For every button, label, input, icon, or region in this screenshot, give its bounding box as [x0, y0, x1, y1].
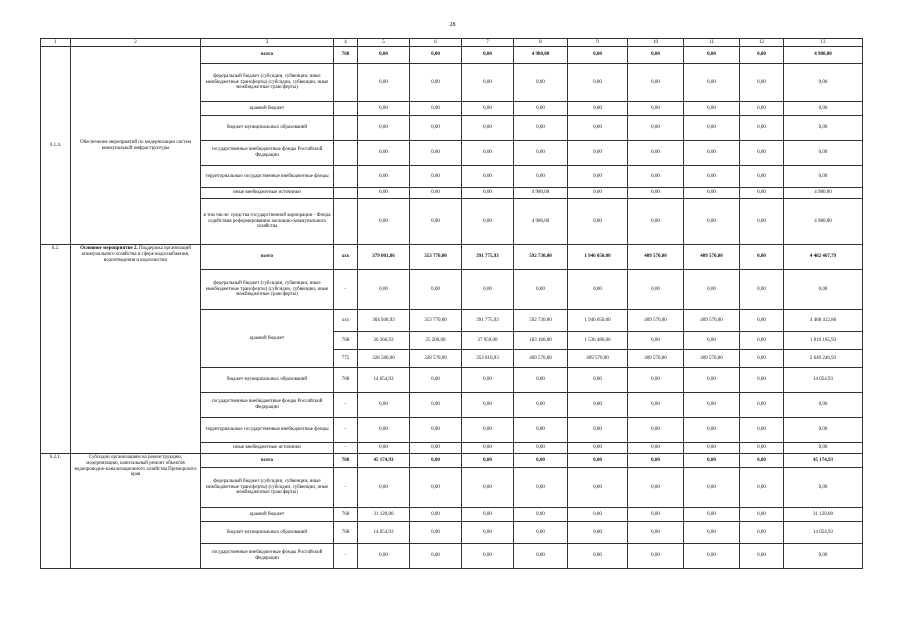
year-value: 0,00 [740, 310, 784, 332]
column-number: 11 [684, 39, 740, 47]
year-value: 0,00 [358, 64, 410, 102]
item-number: 6.2.1. [41, 454, 71, 569]
year-value: 0,00 [740, 454, 784, 468]
source-label: федеральный бюджет (субсидии, субвенции, иные межбюджетные трансферты) (субсидии, субвенции, иные межбюджетные трансферты) [201, 64, 334, 102]
year-value: 0,00 [568, 47, 628, 64]
total-value: 0,00 [784, 166, 863, 188]
year-value: 4 980,00 [514, 199, 568, 245]
year-value: 409 570,00 [628, 245, 684, 270]
year-value: 391 775,93 [462, 245, 514, 270]
year-value: 0,00 [568, 443, 628, 454]
year-value: 0,00 [740, 188, 784, 199]
year-value: 409 570,00 [684, 245, 740, 270]
grbs-code: - [334, 270, 358, 310]
year-value: 4 980,00 [514, 188, 568, 199]
year-value: 0,00 [684, 443, 740, 454]
total-value: 0,00 [784, 116, 863, 141]
year-value: 409 570,00 [684, 310, 740, 332]
grbs-code: 768 [334, 368, 358, 393]
year-value: 0,00 [358, 418, 410, 443]
total-value: 4 980,00 [784, 47, 863, 64]
year-value: 0,00 [462, 368, 514, 393]
source-label: всего [201, 47, 334, 64]
year-value: 0,00 [628, 468, 684, 508]
year-value: 0,00 [628, 102, 684, 116]
year-value: 0,00 [684, 522, 740, 544]
year-value: 0,00 [740, 418, 784, 443]
year-value: 4 980,00 [514, 47, 568, 64]
year-value: 0,00 [568, 418, 628, 443]
year-value: 0,00 [358, 443, 410, 454]
total-value: 2 649 246,93 [784, 350, 863, 368]
year-value: 0,00 [568, 508, 628, 522]
year-value: 353 770,00 [410, 310, 462, 332]
year-value: 0,00 [568, 393, 628, 418]
grbs-code: - [334, 393, 358, 418]
year-value: 0,00 [684, 102, 740, 116]
grbs-code [334, 188, 358, 199]
year-value: 328 580,00 [358, 350, 410, 368]
year-value: 0,00 [568, 454, 628, 468]
column-number: 13 [784, 39, 863, 47]
year-value: 0,00 [410, 418, 462, 443]
total-value: 14 054,93 [784, 522, 863, 544]
column-number: 9 [568, 39, 628, 47]
year-value: 0,00 [740, 141, 784, 166]
year-value: 592 730,00 [514, 245, 568, 270]
year-value: 0,00 [628, 199, 684, 245]
source-label: территориальные государственные внебюджетные фонды [201, 418, 334, 443]
year-value: 0,00 [462, 522, 514, 544]
page-number: 28 [449, 22, 456, 28]
year-value: 0,00 [514, 166, 568, 188]
year-value: 353 816,93 [462, 350, 514, 368]
year-value: 0,00 [462, 468, 514, 508]
year-value: 0,00 [514, 102, 568, 116]
source-label: государственные внебюджетные фонды Российской Федерации [201, 544, 334, 569]
year-value: 0,00 [740, 102, 784, 116]
grbs-code [334, 64, 358, 102]
year-value: 0,00 [568, 102, 628, 116]
year-value: 0,00 [568, 522, 628, 544]
source-label: в том числе: средства государственной корпорации - Фонда содействия реформированию жилищно-коммунального хозяйства [201, 199, 334, 245]
year-value: 0,00 [462, 141, 514, 166]
column-number: 5 [358, 39, 410, 47]
year-value: 0,00 [740, 199, 784, 245]
year-value: 0,00 [514, 443, 568, 454]
grbs-code: - [334, 418, 358, 443]
year-value: 0,00 [462, 199, 514, 245]
year-value: 0,00 [568, 270, 628, 310]
year-value: 0,00 [684, 332, 740, 350]
source-label: федеральный бюджет (субсидии, субвенции, иные межбюджетные трансферты) (субсидии, субвенции, иные межбюджетные трансферты) [201, 270, 334, 310]
column-number: 4 [334, 39, 358, 47]
source-label: бюджет муниципальных образований [201, 116, 334, 141]
year-value: 0,00 [410, 270, 462, 310]
source-label: государственные внебюджетные фонды Российской Федерации [201, 141, 334, 166]
total-value: 0,00 [784, 141, 863, 166]
year-value: 0,00 [514, 522, 568, 544]
year-value: 37 959,00 [462, 332, 514, 350]
year-value: 0,00 [628, 522, 684, 544]
year-value: 0,00 [568, 368, 628, 393]
year-value: 0,00 [462, 544, 514, 569]
year-value: 0,00 [684, 270, 740, 310]
source-label: краевой бюджет [201, 310, 334, 368]
year-value: 0,00 [410, 141, 462, 166]
year-value: 0,00 [410, 393, 462, 418]
year-value: 1 946 050,00 [568, 245, 628, 270]
year-value: 0,00 [410, 454, 462, 468]
year-value: 0,00 [568, 166, 628, 188]
grbs-code [334, 102, 358, 116]
grbs-code: 768 [334, 47, 358, 64]
column-number: 8 [514, 39, 568, 47]
year-value: 0,00 [568, 468, 628, 508]
year-value: 0,00 [684, 368, 740, 393]
year-value: 0,00 [514, 270, 568, 310]
year-value: 0,00 [740, 368, 784, 393]
year-value: 25 200,00 [410, 332, 462, 350]
year-value: 0,00 [740, 47, 784, 64]
year-value: 0,00 [740, 522, 784, 544]
year-value: 0,00 [514, 418, 568, 443]
header-row [41, 39, 863, 47]
item-number: 6.2. [41, 245, 71, 454]
year-value: 0,00 [628, 47, 684, 64]
year-value: 0,00 [684, 47, 740, 64]
year-value: 1 946 050,00 [568, 310, 628, 332]
year-value: 409 570,00 [628, 350, 684, 368]
year-value: 14 054,93 [358, 522, 410, 544]
total-value: 4 482 467,79 [784, 245, 863, 270]
year-value: 0,00 [358, 468, 410, 508]
total-value: 0,00 [784, 102, 863, 116]
year-value: 0,00 [514, 544, 568, 569]
year-value: 0,00 [568, 544, 628, 569]
total-value: 0,00 [784, 443, 863, 454]
year-value: 0,00 [628, 544, 684, 569]
source-label: краевой бюджет [201, 508, 334, 522]
year-value: 0,00 [740, 443, 784, 454]
grbs-code: 768 [334, 522, 358, 544]
year-value: 0,00 [628, 188, 684, 199]
year-value: 0,00 [740, 393, 784, 418]
year-value: 391 775,93 [462, 310, 514, 332]
year-value: 0,00 [358, 188, 410, 199]
source-label: государственные внебюджетные фонды Российской Федерации [201, 393, 334, 418]
year-value: 0,00 [410, 64, 462, 102]
grbs-code: - [334, 468, 358, 508]
year-value: 0,00 [628, 141, 684, 166]
grbs-code [334, 166, 358, 188]
year-value: 0,00 [568, 64, 628, 102]
year-value: 0,00 [740, 166, 784, 188]
grbs-code: 768 [334, 332, 358, 350]
year-value: 0,00 [684, 508, 740, 522]
year-value: 0,00 [410, 102, 462, 116]
year-value: 379 001,86 [358, 245, 410, 270]
total-value: 0,00 [784, 393, 863, 418]
year-value: 409 570,00 [514, 350, 568, 368]
year-value: 0,00 [358, 102, 410, 116]
year-value: 0,00 [684, 116, 740, 141]
year-value: 0,00 [740, 64, 784, 102]
year-value: 0,00 [628, 332, 684, 350]
year-value: 0,00 [462, 64, 514, 102]
year-value: 0,00 [684, 454, 740, 468]
grbs-code: 768 [334, 508, 358, 522]
year-value: 0,00 [410, 443, 462, 454]
year-value: 0,00 [568, 141, 628, 166]
table-row [41, 454, 863, 468]
year-value: 0,00 [410, 199, 462, 245]
source-label: всего [201, 245, 334, 270]
total-value: 0,00 [784, 544, 863, 569]
total-value: 4 980,00 [784, 199, 863, 245]
year-value: 0,00 [740, 350, 784, 368]
year-value: 0,00 [410, 166, 462, 188]
grbs-code: - [334, 544, 358, 569]
column-number: 2 [71, 39, 201, 47]
year-value: 0,00 [684, 468, 740, 508]
year-value: 0,00 [514, 64, 568, 102]
year-value: 0,00 [462, 102, 514, 116]
year-value: 0,00 [628, 166, 684, 188]
year-value: 0,00 [410, 116, 462, 141]
year-value: 0,00 [740, 116, 784, 141]
year-value: 0,00 [628, 418, 684, 443]
year-value: 0,00 [684, 199, 740, 245]
year-value: 0,00 [628, 64, 684, 102]
year-value: 0,00 [358, 544, 410, 569]
column-number: 3 [201, 39, 334, 47]
year-value: 0,00 [684, 418, 740, 443]
total-value: 4 468 412,86 [784, 310, 863, 332]
year-value: 0,00 [358, 47, 410, 64]
year-value: 0,00 [358, 166, 410, 188]
column-number: 10 [628, 39, 684, 47]
total-value: 0,00 [784, 468, 863, 508]
year-value: 0,00 [684, 188, 740, 199]
grbs-code [334, 141, 358, 166]
grbs-code: - [334, 443, 358, 454]
grbs-code: 775 [334, 350, 358, 368]
year-value: 0,00 [462, 418, 514, 443]
total-value: 45 174,93 [784, 454, 863, 468]
year-value: 0,00 [410, 188, 462, 199]
year-value: 14 054,93 [358, 368, 410, 393]
year-value: 0,00 [628, 393, 684, 418]
year-value: 0,00 [462, 166, 514, 188]
year-value: 409 570,00 [684, 350, 740, 368]
grbs-code: 768 [334, 454, 358, 468]
year-value: 0,00 [462, 116, 514, 141]
year-value: 0,00 [410, 508, 462, 522]
year-value: 0,00 [410, 544, 462, 569]
year-value: 0,00 [628, 443, 684, 454]
year-value: 0,00 [568, 188, 628, 199]
source-label: федеральный бюджет (субсидии, субвенции, иные межбюджетные трансферты) (субсидии, субвенции, иные межбюджетные трансферты) [201, 468, 334, 508]
year-value: 0,00 [410, 368, 462, 393]
year-value: 0,00 [628, 116, 684, 141]
year-value: 0,00 [684, 64, 740, 102]
year-value: 0,00 [740, 468, 784, 508]
year-value: 0,00 [740, 332, 784, 350]
source-label: иные внебюджетные источники [201, 443, 334, 454]
year-value: 0,00 [514, 508, 568, 522]
source-label: территориальные государственные внебюджетные фонды [201, 166, 334, 188]
year-value: 0,00 [684, 393, 740, 418]
year-value: 0,00 [462, 454, 514, 468]
year-value: 328 570,00 [410, 350, 462, 368]
year-value: 0,00 [568, 199, 628, 245]
year-value: 0,00 [628, 270, 684, 310]
column-number: 6 [410, 39, 462, 47]
budget-table [40, 38, 863, 569]
year-value: 353 770,00 [410, 245, 462, 270]
year-value: 0,00 [462, 443, 514, 454]
grbs-code [334, 116, 358, 141]
year-value: 0,00 [462, 270, 514, 310]
year-value: 0,00 [628, 368, 684, 393]
year-value: 0,00 [410, 468, 462, 508]
year-value: 0,00 [740, 270, 784, 310]
table-row [41, 245, 863, 270]
year-value: 0,00 [514, 141, 568, 166]
year-value: 0,00 [628, 508, 684, 522]
year-value: 0,00 [514, 454, 568, 468]
year-value: 0,00 [684, 544, 740, 569]
year-value: 0,00 [462, 508, 514, 522]
year-value: 592 730,00 [514, 310, 568, 332]
year-value: 183 160,00 [514, 332, 568, 350]
source-label: бюджет муниципальных образований [201, 368, 334, 393]
year-value: 0,00 [514, 368, 568, 393]
source-label: краевой бюджет [201, 102, 334, 116]
item-title: Обеспечение мероприятий по модернизации систем коммунальной инфраструктуры [71, 47, 201, 245]
year-value: 0,00 [684, 141, 740, 166]
grbs-code: ххх [334, 245, 358, 270]
total-value: 31 120,00 [784, 508, 863, 522]
year-value: 1 536 480,00 [568, 332, 628, 350]
year-value: 0,00 [462, 47, 514, 64]
source-label: всего [201, 454, 334, 468]
item-number: 6.1.4. [41, 47, 71, 245]
year-value: 0,00 [358, 393, 410, 418]
year-value: 0,00 [462, 393, 514, 418]
year-value: 364 946,93 [358, 310, 410, 332]
source-label: иные внебюджетные источники [201, 188, 334, 199]
item-title: Субсидии организациям на реконструкцию, модернизацию, капитальный ремонт объектов водопроводно-канализационного хозяйства Приморского края [71, 454, 201, 569]
grbs-code: ххх [334, 310, 358, 332]
year-value: 36 366,93 [358, 332, 410, 350]
year-value: 0,00 [568, 116, 628, 141]
year-value: 0,00 [740, 544, 784, 569]
total-value: 14 054,93 [784, 368, 863, 393]
year-value: 0,00 [462, 188, 514, 199]
source-label: бюджет муниципальных образований [201, 522, 334, 544]
total-value: 4 980,00 [784, 188, 863, 199]
year-value: 0,00 [740, 245, 784, 270]
year-value: 0,00 [410, 47, 462, 64]
year-value: 0,00 [514, 393, 568, 418]
total-value: 1 819 165,93 [784, 332, 863, 350]
grbs-code [334, 199, 358, 245]
year-value: 0,00 [410, 522, 462, 544]
table-row [41, 47, 863, 64]
year-value: 0,00 [358, 116, 410, 141]
year-value: 409 570,00 [568, 350, 628, 368]
year-value: 0,00 [684, 166, 740, 188]
year-value: 0,00 [358, 199, 410, 245]
total-value: 0,00 [784, 64, 863, 102]
year-value: 409 570,00 [628, 310, 684, 332]
total-value: 0,00 [784, 270, 863, 310]
year-value: 0,00 [358, 270, 410, 310]
item-title: Основное мероприятие 2. Поддержка организаций коммунального хозяйства в сфере водоснабжения, водоотведения и водоочистки [71, 245, 201, 454]
year-value: 45 174,93 [358, 454, 410, 468]
column-number: 1 [41, 39, 71, 47]
column-number: 12 [740, 39, 784, 47]
year-value: 31 120,00 [358, 508, 410, 522]
total-value: 0,00 [784, 418, 863, 443]
year-value: 0,00 [358, 141, 410, 166]
year-value: 0,00 [514, 116, 568, 141]
year-value: 0,00 [740, 508, 784, 522]
year-value: 0,00 [514, 468, 568, 508]
year-value: 0,00 [628, 454, 684, 468]
column-number: 7 [462, 39, 514, 47]
